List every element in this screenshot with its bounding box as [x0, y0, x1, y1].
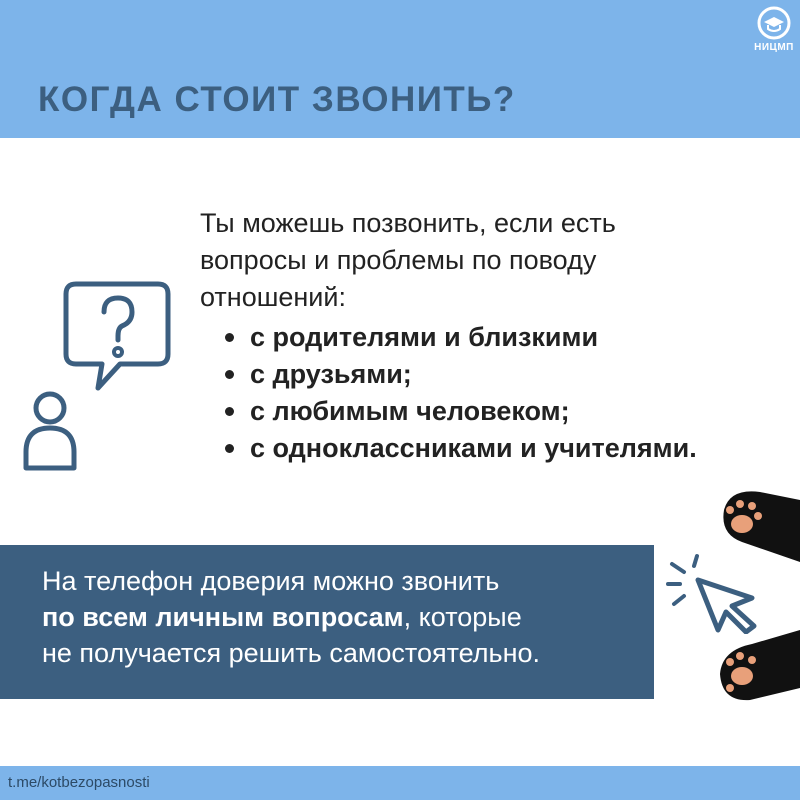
callout-box [0, 545, 654, 699]
intro-line-2: вопросы и проблемы по поводу [200, 245, 597, 275]
page-title: КОГДА СТОИТ ЗВОНИТЬ? [38, 80, 516, 119]
callout-line-2 [42, 599, 634, 635]
callout-bold: по всем личным вопросам [42, 602, 404, 632]
cat-paw-icon [690, 480, 800, 570]
topic-item-loved-one: с любимым человеком; [200, 393, 780, 430]
logo [748, 4, 800, 60]
cat-paw-icon [690, 610, 800, 710]
graduation-cap-icon [748, 4, 800, 44]
intro-line-3: отношений: [200, 282, 346, 312]
callout-line-1: На телефон доверия можно звонить [42, 566, 500, 596]
topic-list [200, 319, 780, 467]
intro-line-1: Ты можешь позвонить, если есть [200, 208, 616, 238]
topic-item-classmates: с одноклассниками и учителями. [200, 430, 780, 467]
topic-item-parents: с родителями и близкими [200, 319, 780, 356]
footer-link[interactable]: t.me/kotbezopasnosti [8, 774, 150, 791]
intro-block [200, 205, 780, 467]
footer-band [0, 766, 800, 800]
callout-line-2-rest: , которые [403, 602, 522, 632]
header-band [0, 0, 800, 138]
callout-line-3: не получается решить самостоятельно. [42, 638, 541, 668]
topic-item-friends: с друзьями; [200, 356, 780, 393]
logo-text: НИЦМП [754, 42, 794, 53]
person-question-icon [18, 276, 174, 476]
